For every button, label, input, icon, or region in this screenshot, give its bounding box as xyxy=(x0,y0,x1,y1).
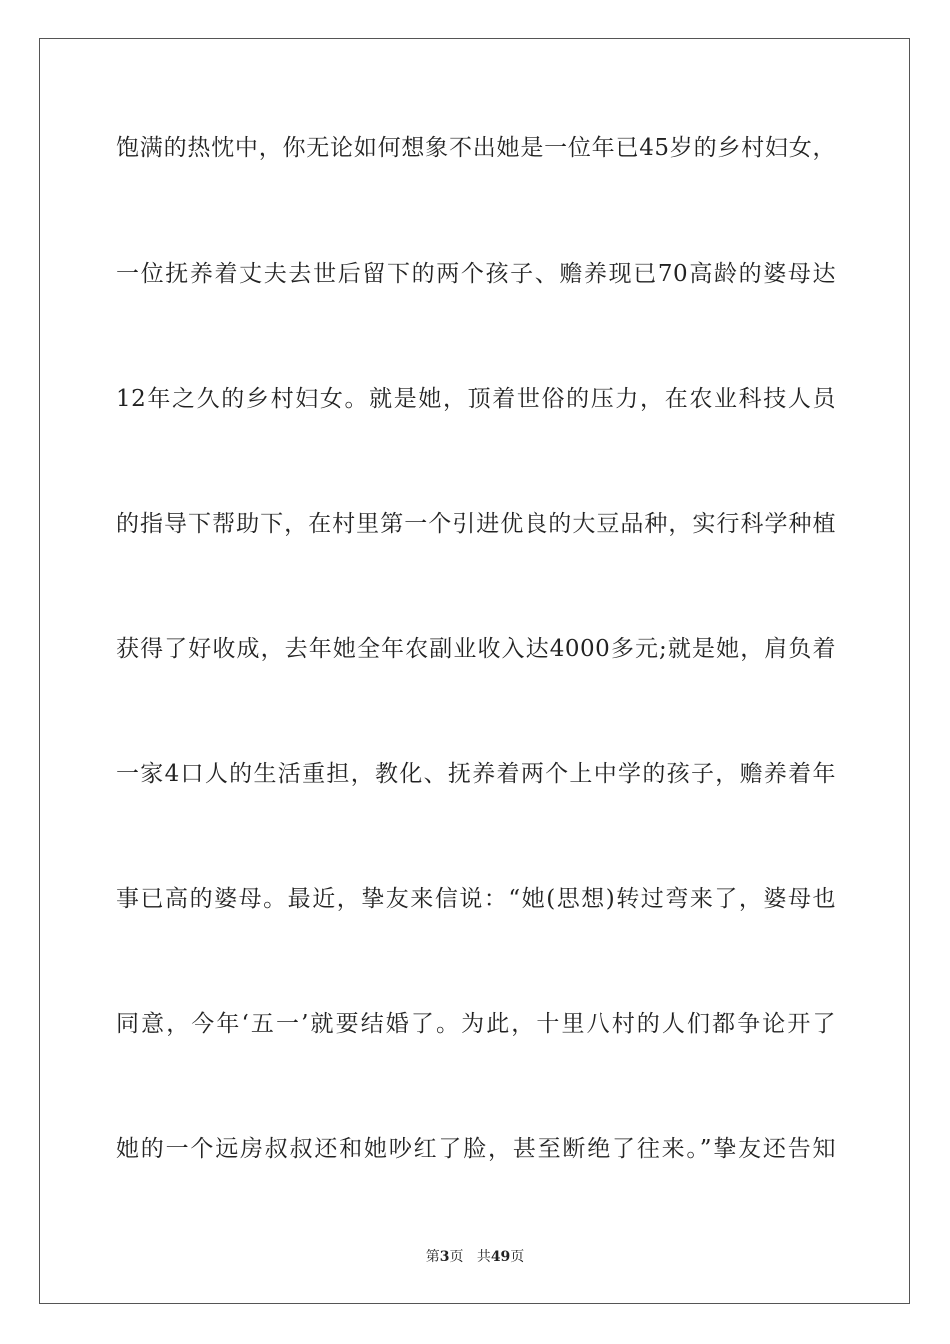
page-suffix: 页 xyxy=(449,1249,464,1265)
page-border xyxy=(39,38,910,1304)
total-pages: 49 xyxy=(490,1249,511,1265)
body-text-line: 一家4口人的生活重担，教化、抚养着两个上中学的孩子，赡养着年 xyxy=(116,761,836,787)
body-text-line: 她的一个远房叔叔还和她吵红了脸，甚至断绝了往来。”挚友还告知 xyxy=(116,1136,836,1162)
total-suffix: 页 xyxy=(510,1249,525,1265)
total-prefix: 共 xyxy=(476,1249,491,1265)
page-indicator xyxy=(426,1249,464,1265)
body-text-line: 同意，今年‘五一’就要结婚了。为此，十里八村的人们都争论开了 xyxy=(116,1011,836,1037)
body-text-line: 一位抚养着丈夫去世后留下的两个孩子、赡养现已70高龄的婆母达 xyxy=(116,261,836,287)
body-text-line: 饱满的热忱中，你无论如何想象不出她是一位年已45岁的乡村妇女， xyxy=(116,135,836,161)
body-text-line: 的指导下帮助下，在村里第一个引进优良的大豆品种，实行科学种植 xyxy=(116,511,836,537)
body-text-line: 12年之久的乡村妇女。就是她，顶着世俗的压力，在农业科技人员 xyxy=(116,386,836,412)
total-pages-indicator xyxy=(477,1249,524,1265)
body-text-line: 获得了好收成，去年她全年农副业收入达4000多元;就是她，肩负着 xyxy=(116,636,836,662)
page-footer xyxy=(0,1247,950,1267)
page-number: 3 xyxy=(439,1249,450,1265)
page-prefix: 第 xyxy=(425,1249,440,1265)
body-text-line: 事已高的婆母。最近，挚友来信说：“她(思想)转过弯来了，婆母也 xyxy=(116,886,836,912)
